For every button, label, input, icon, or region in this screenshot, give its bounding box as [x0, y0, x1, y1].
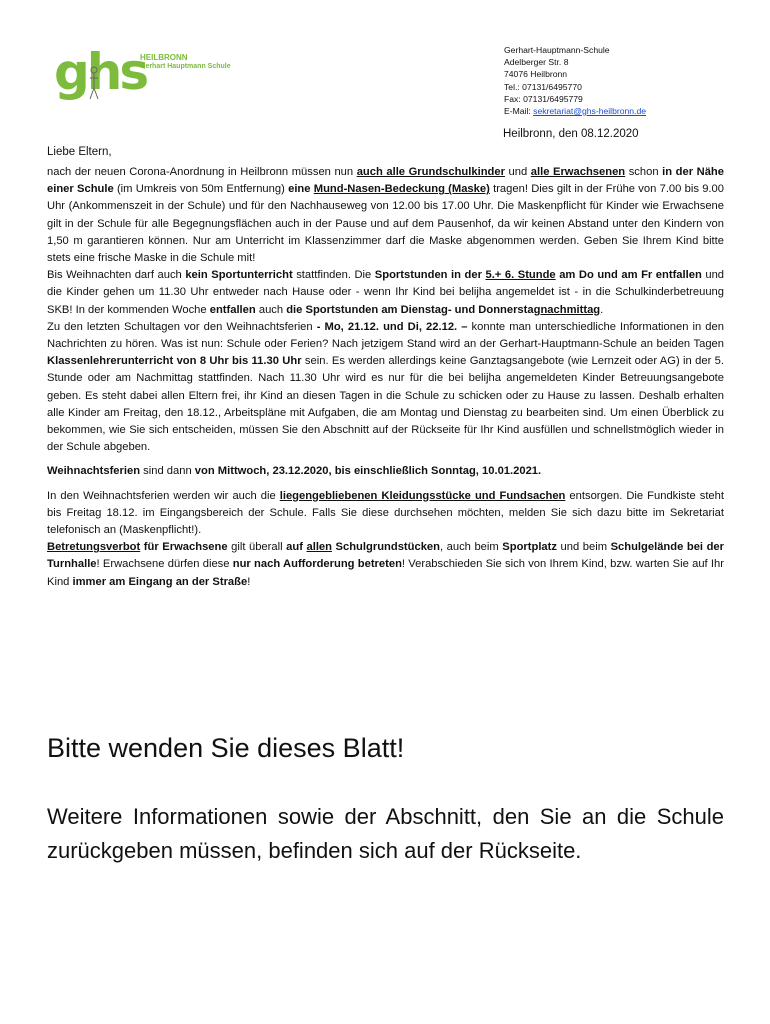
emphasis: Sportstunden in der: [374, 269, 486, 282]
text-run: In den Weihnachtsferien werden wir auch die: [47, 489, 280, 502]
emphasis: Schulgrundstücken: [331, 541, 440, 554]
text-run: Bis Weihnachten darf auch: [47, 269, 186, 282]
text-run: nach der neuen Corona-Anordnung in Heilbronn müssen nun: [47, 166, 357, 178]
text-run: (im Umkreis von 50m Entfernung): [113, 183, 289, 196]
text-run: und die Kinder gehen um 11.30 Uhr entweder nach Hause oder - wenn Ihr Kind bei belijha angemeldet ist - in die Schulkinderbetreuung SKB! In der kommenden Woche: [47, 269, 725, 316]
text-run: .: [600, 303, 604, 316]
letter-body: [47, 164, 724, 591]
text-run: , auch beim: [439, 541, 503, 554]
address-fax: Fax: 07131/6495779: [504, 93, 583, 104]
emphasis: - Mo, 21.12. und Di, 22.12. –: [316, 320, 468, 333]
paragraph-lost-and-found: [47, 488, 724, 540]
text-run: schon: [625, 166, 663, 178]
school-address-block: [504, 44, 646, 117]
paragraph-entry-ban: [47, 539, 724, 591]
emphasis: die Sportstunden am Dienstag- und Donnerstag: [286, 303, 541, 316]
logo-school-name: [140, 53, 231, 71]
emphasis: kein Sportunterricht: [185, 269, 293, 282]
text-run: und: [504, 166, 531, 178]
paragraph-mask-rules: [47, 164, 724, 267]
text-run: Zu den letzten Schultagen vor den Weihnachtsferien: [47, 320, 317, 333]
logo-city: HEILBRONN: [140, 53, 188, 62]
address-street: Adelberger Str. 8: [504, 57, 569, 68]
emphasis: von Mittwoch, 23.12.2020, bis einschließlich Sonntag, 10.01.2021.: [194, 465, 542, 478]
emphasis: nur nach Aufforderung betreten: [232, 558, 402, 571]
emphasis: allen: [306, 541, 332, 554]
text-run: gilt überall: [227, 541, 287, 554]
text-run: und beim: [556, 541, 611, 554]
emphasis: Weihnachtsferien: [47, 465, 141, 478]
emphasis: auf: [286, 541, 307, 554]
email-link[interactable]: sekretariat@ghs-heilbronn.de: [533, 106, 647, 117]
emphasis: entfallen: [209, 303, 256, 316]
emphasis: 5.+ 6. Stunde: [485, 269, 556, 282]
emphasis: Mund-Nasen-Bedeckung (Maske): [313, 183, 490, 196]
logo-letters: ghs: [54, 43, 147, 101]
emphasis: immer am Eingang an der Straße: [72, 575, 248, 588]
emphasis: Klassenlehrerunterricht von 8 Uhr bis 11.30 Uhr: [47, 355, 302, 368]
text-run: ! Erwachsene dürfen diese: [96, 558, 233, 571]
text-run: !: [247, 575, 251, 588]
person-figure-icon: [87, 66, 101, 100]
email-label: E-Mail:: [504, 106, 531, 117]
address-city: 74076 Heilbronn: [504, 69, 568, 80]
paragraph-sport: [47, 267, 724, 319]
emphasis: nachmittag: [540, 303, 601, 316]
text-run: tragen! Dies gilt in der Frühe von 7.00 bis 9.00 Uhr (Ankommenszeit in der Schule) und für den Nachhauseweg von 12.00 bis 17.00 Uhr. Die Maskenpflicht für Kinder wie Erwachsene gilt in der Schule für alle Begegnungsflächen auch in der Pause und auf dem Pausenhof, da wir keinen Abstand unter den Kindern von 1,50 m garantieren können. Nur am Unterricht im Klassenzimmer darf die Maske abgenommen werden. Geben Sie Ihrem Kind bitte stets eine frische Maske in die Schule mit!: [47, 183, 724, 265]
emphasis: eine: [288, 183, 314, 196]
address-school: Gerhart-Hauptmann-Schule: [504, 45, 610, 55]
turn-page-heading: Bitte wenden Sie dieses Blatt!: [47, 733, 405, 763]
letter-date: Heilbronn, den 08.12.2020: [503, 128, 639, 140]
address-email-line: [504, 105, 646, 117]
emphasis: für Erwachsene: [140, 541, 228, 554]
emphasis: auch alle Grundschulkinder: [356, 166, 505, 178]
text-run: sind dann: [140, 465, 195, 478]
text-run: stattfinden. Die: [292, 269, 375, 282]
text-run: auch: [255, 303, 287, 316]
paragraph-holidays: [47, 463, 724, 480]
emphasis: in der Nähe einer Schule: [47, 166, 724, 196]
emphasis: Sportplatz: [502, 541, 557, 554]
back-page-info: Weitere Informationen sowie der Abschnitt, den Sie an die Schule zurückgeben müssen, befinden sich auf der Rückseite.: [47, 804, 724, 863]
text-run: entsorgen. Die Fundkiste steht bis Freitag 18.12. im Eingangsbereich der Schule. Falls Sie diese durchsehen möchten, melden Sie sich dazu bitte im Sekretariat telefonisch an (Maskenpflicht!).: [47, 489, 724, 537]
text-run: ! Verabschieden Sie sich von Ihrem Kind, bzw. warten Sie auf Ihr Kind: [47, 558, 724, 588]
emphasis: am Do und am Fr entfallen: [555, 269, 702, 282]
emphasis: Schulgelände bei der Turnhalle: [47, 541, 724, 571]
text-run: konnte man unterschiedliche Informationen in den Nachrichten zu hören. Was ist nun: Schule oder Ferien? Nach jetzigem Stand wird an der Gerhart-Hauptmann-Schule an beiden Tagen: [47, 320, 724, 351]
emphasis: Betretungsverbot: [47, 541, 141, 554]
emphasis: alle Erwachsenen: [530, 166, 626, 178]
address-tel: Tel.: 07131/6495770: [504, 81, 582, 92]
text-run: sein. Es werden allerdings keine Ganztagsangebote (wie Lernzeit oder AG) in der 5. Stunde oder am Nachmittag stattfinden. Nach 11.30 Uhr wird es nur für die bei belijha angemeldeten Kinder Betreuungsangebote geben. Es steht dabei allen Eltern frei, ihr Kind an diesen Tagen in die Schule zu schicken oder zu Hause zu lassen. Deshalb erhalten alle Kinder am Freitag, den 18.12., Arbeitspläne mit Aufgaben, die am Montag und Dienstag zu bearbeiten sind. Um einen Überblick zu bekommen, wie Sie sich entscheiden, müssen Sie den Abschnitt auf der Rückseite für Ihr Kind ausfüllen und schnellstmöglich wieder in der Schule abgeben.: [47, 355, 724, 454]
paragraph-last-school-days: [47, 319, 724, 457]
logo-subtitle: Gerhart Hauptmann Schule: [140, 63, 231, 70]
school-logo: [54, 44, 254, 114]
salutation: Liebe Eltern,: [47, 146, 112, 158]
emphasis: liegengebliebenen Kleidungsstücke und Fundsachen: [279, 489, 566, 502]
